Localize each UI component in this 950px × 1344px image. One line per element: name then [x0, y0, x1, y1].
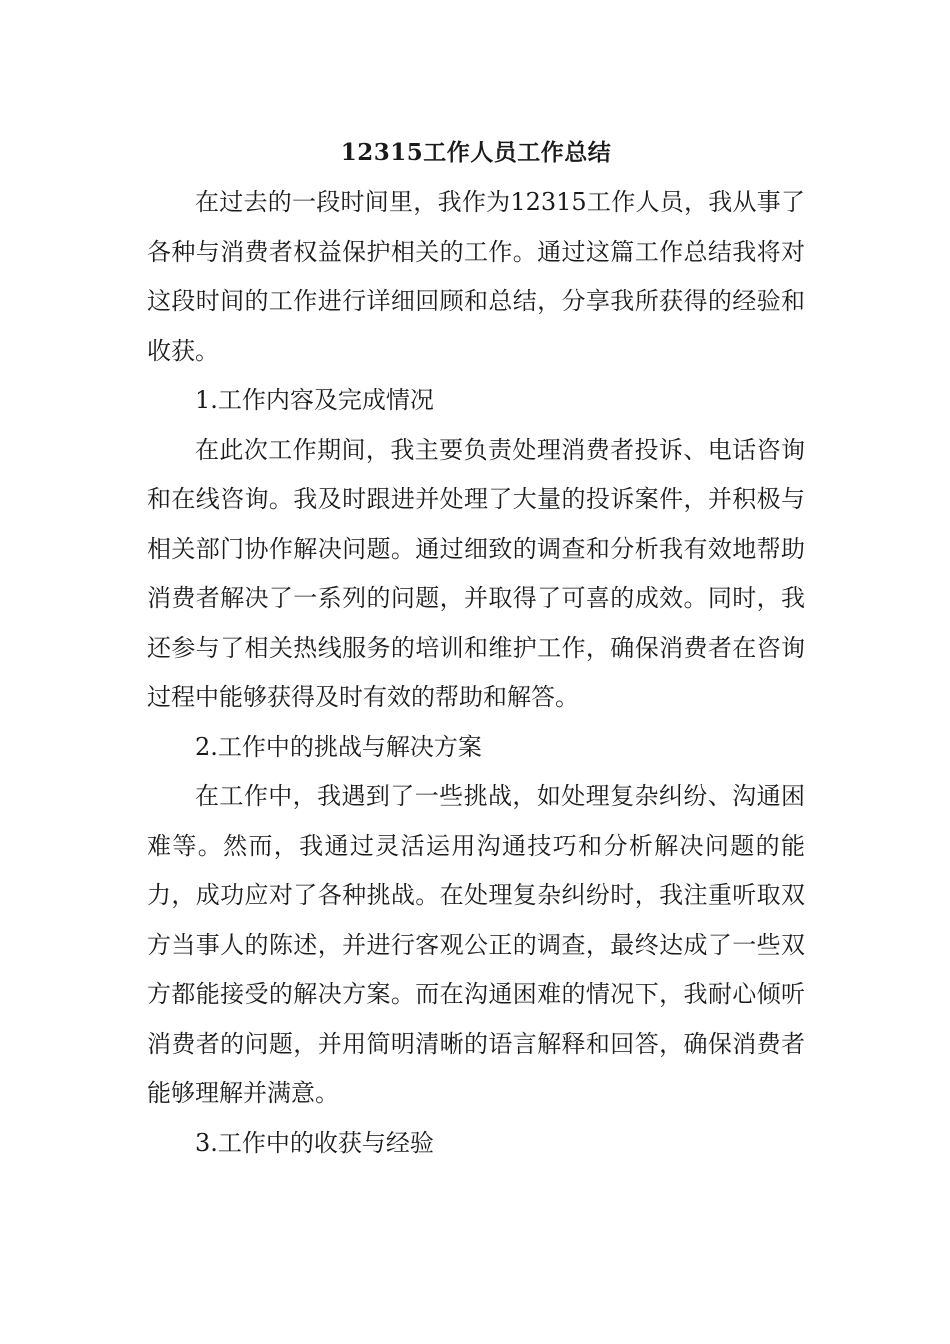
section-heading-1: 1.工作内容及完成情况	[195, 386, 434, 414]
section-heading-2: 2.工作中的挑战与解决方案	[195, 732, 482, 761]
intro-paragraph: 在过去的一段时间里，我作为12315工作人员，我从事了各种与消费者权益保护相关的工作。通过这篇工作总结我将对这段时间的工作进行详细回顾和总结，分享我所获得的经验和收获。	[147, 188, 805, 365]
section-heading-3: 3.工作中的收获与经验	[195, 1128, 434, 1157]
document-body	[147, 128, 805, 1168]
document-title: 12315工作人员工作总结	[340, 139, 612, 166]
section-2-paragraph: 在工作中，我遇到了一些挑战，如处理复杂纠纷、沟通困难等。然而，我通过灵活运用沟通技巧和分析解决问题的能力，成功应对了各种挑战。在处理复杂纠纷时，我注重听取双方当事人的陈述，并进行客观公正的调查，最终达成了一些双方都能接受的解决方案。而在沟通困难的情况下，我耐心倾听消费者的问题，并用简明清晰的语言解释和回答，确保消费者能够理解并满意。	[147, 782, 805, 1107]
section-1-paragraph: 在此次工作期间，我主要负责处理消费者投诉、电话咨询和在线咨询。我及时跟进并处理了大量的投诉案件，并积极与相关部门协作解决问题。通过细致的调查和分析我有效地帮助消费者解决了一系列的问题，并取得了可喜的成效。同时，我还参与了相关热线服务的培训和维护工作，确保消费者在咨询过程中能够获得及时有效的帮助和解答。	[147, 435, 805, 711]
